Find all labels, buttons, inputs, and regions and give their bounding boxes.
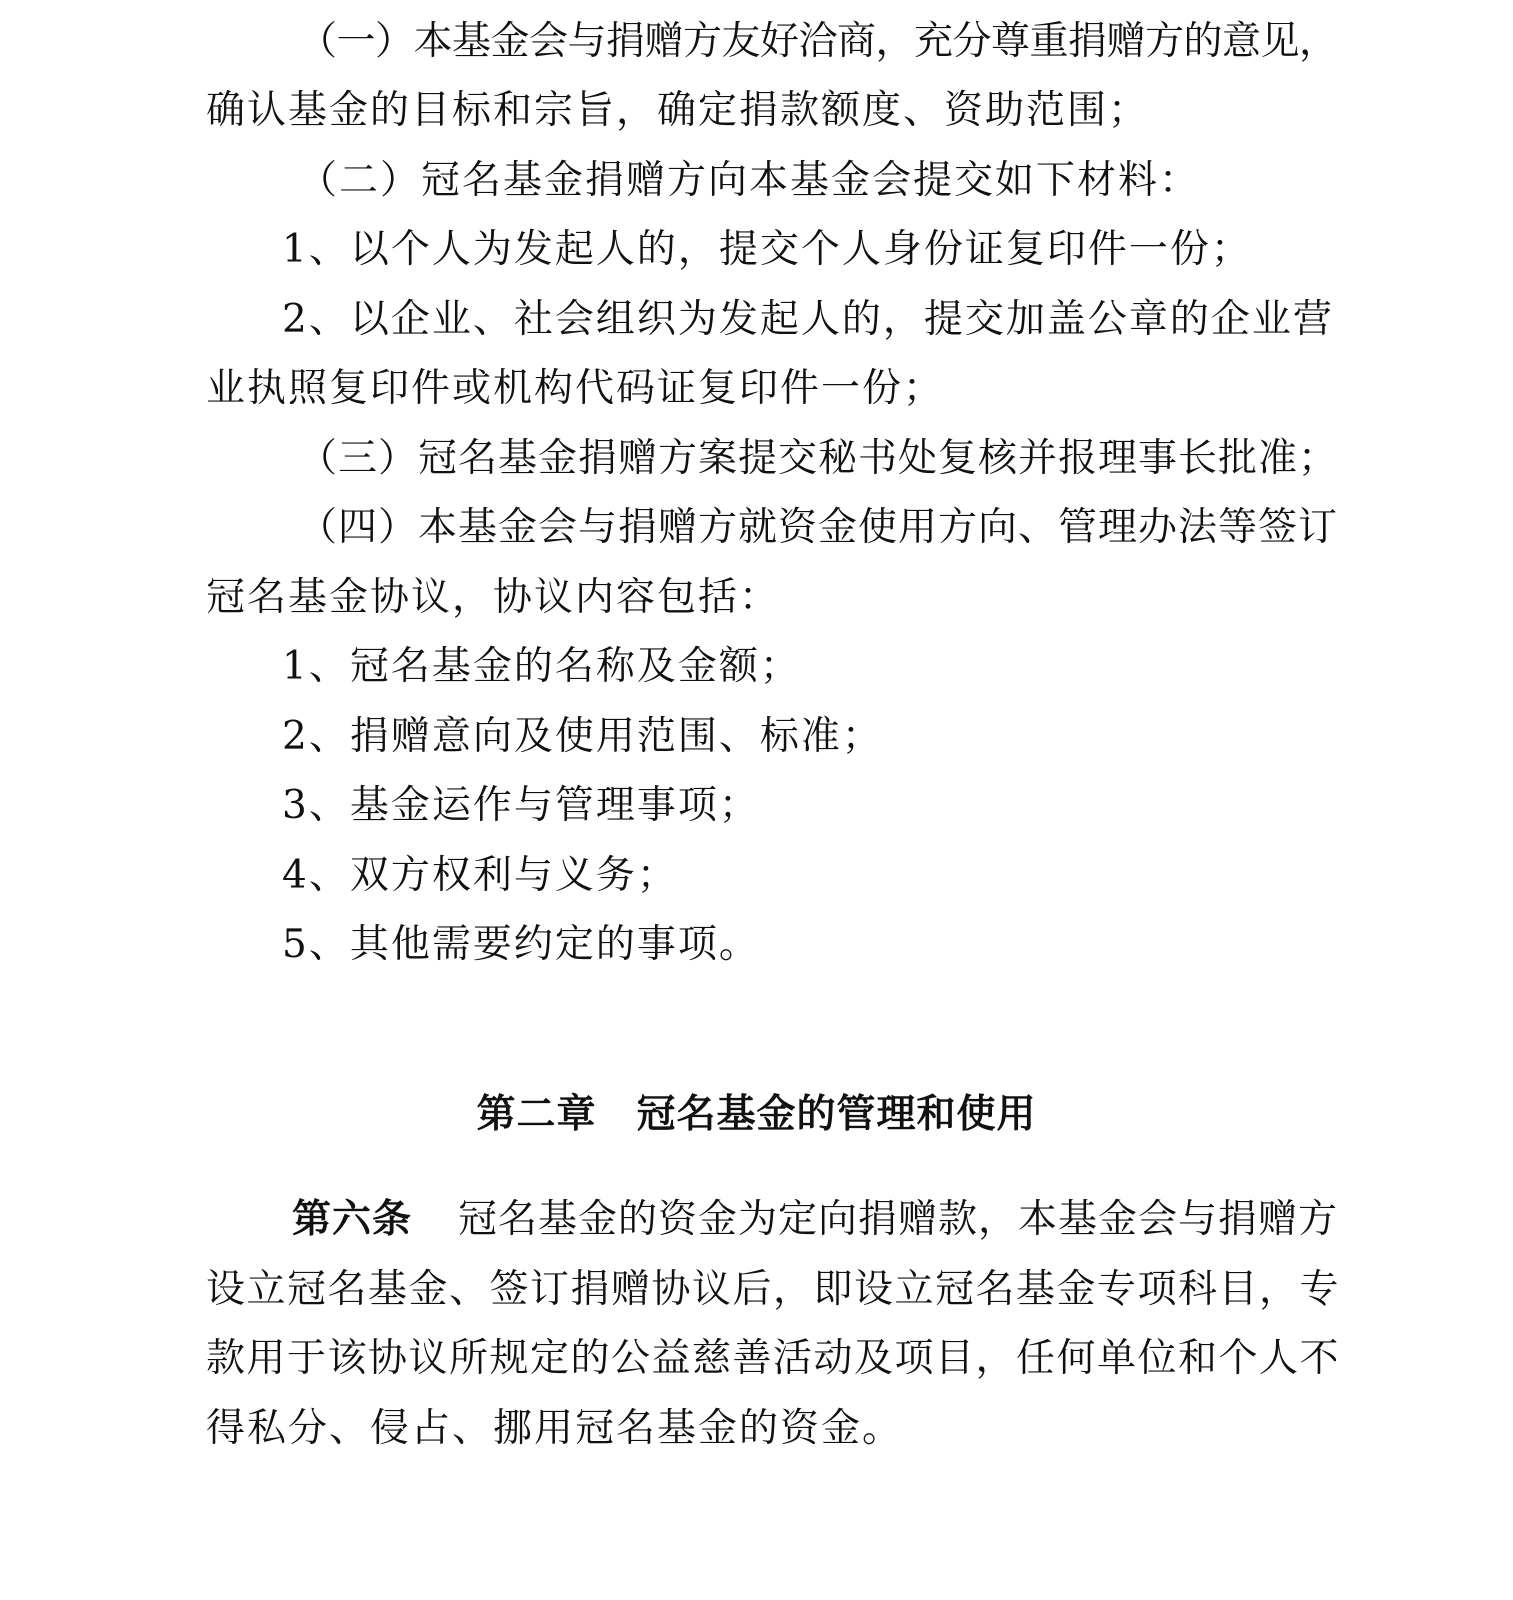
list-item: 3、基金运作与管理事项；: [282, 783, 760, 828]
paragraph-line: （三）冠名基金捐赠方案提交秘书处复核并报理事长批准；: [298, 436, 1339, 481]
article-text: 冠名基金的资金为定向捐赠款，本基金会与捐赠方: [458, 1197, 1339, 1242]
article-label: 第六条: [292, 1197, 413, 1242]
paragraph-line: （四）本基金会与捐赠方就资金使用方向、管理办法等签订: [298, 505, 1339, 550]
paragraph-line: 款用于该协议所规定的公益慈善活动及项目，任何单位和个人不: [206, 1336, 1341, 1381]
paragraph-line: 确认基金的目标和宗旨，确定捐款额度、资助范围；: [206, 88, 1150, 133]
article-first-line: [292, 1195, 1346, 1245]
paragraph-line: 设立冠名基金、签订捐赠协议后，即设立冠名基金专项科目，专: [206, 1267, 1341, 1312]
list-item: 2、捐赠意向及使用范围、标准；: [282, 714, 883, 759]
chapter-heading: 第二章 冠名基金的管理和使用: [476, 1092, 1037, 1137]
list-item: 2、以企业、社会组织为发起人的，提交加盖公章的企业营: [282, 297, 1334, 342]
list-item: 4、双方权利与义务；: [282, 853, 678, 898]
paragraph-line: （一）本基金会与捐赠方友好洽商，充分尊重捐赠方的意见，: [298, 19, 1338, 64]
paragraph-line: 业执照复印件或机构代码证复印件一份；: [206, 366, 945, 411]
list-item: 5、其他需要约定的事项。: [282, 922, 760, 967]
list-item: 1、以个人为发起人的，提交个人身份证复印件一份；: [282, 227, 1252, 272]
paragraph-line: 得私分、侵占、挪用冠名基金的资金。: [206, 1406, 904, 1451]
list-item: 1、冠名基金的名称及金额；: [282, 644, 801, 689]
paragraph-line: （二）冠名基金捐赠方向本基金会提交如下材料：: [298, 158, 1201, 203]
paragraph-line: 冠名基金协议，协议内容包括：: [206, 575, 781, 620]
